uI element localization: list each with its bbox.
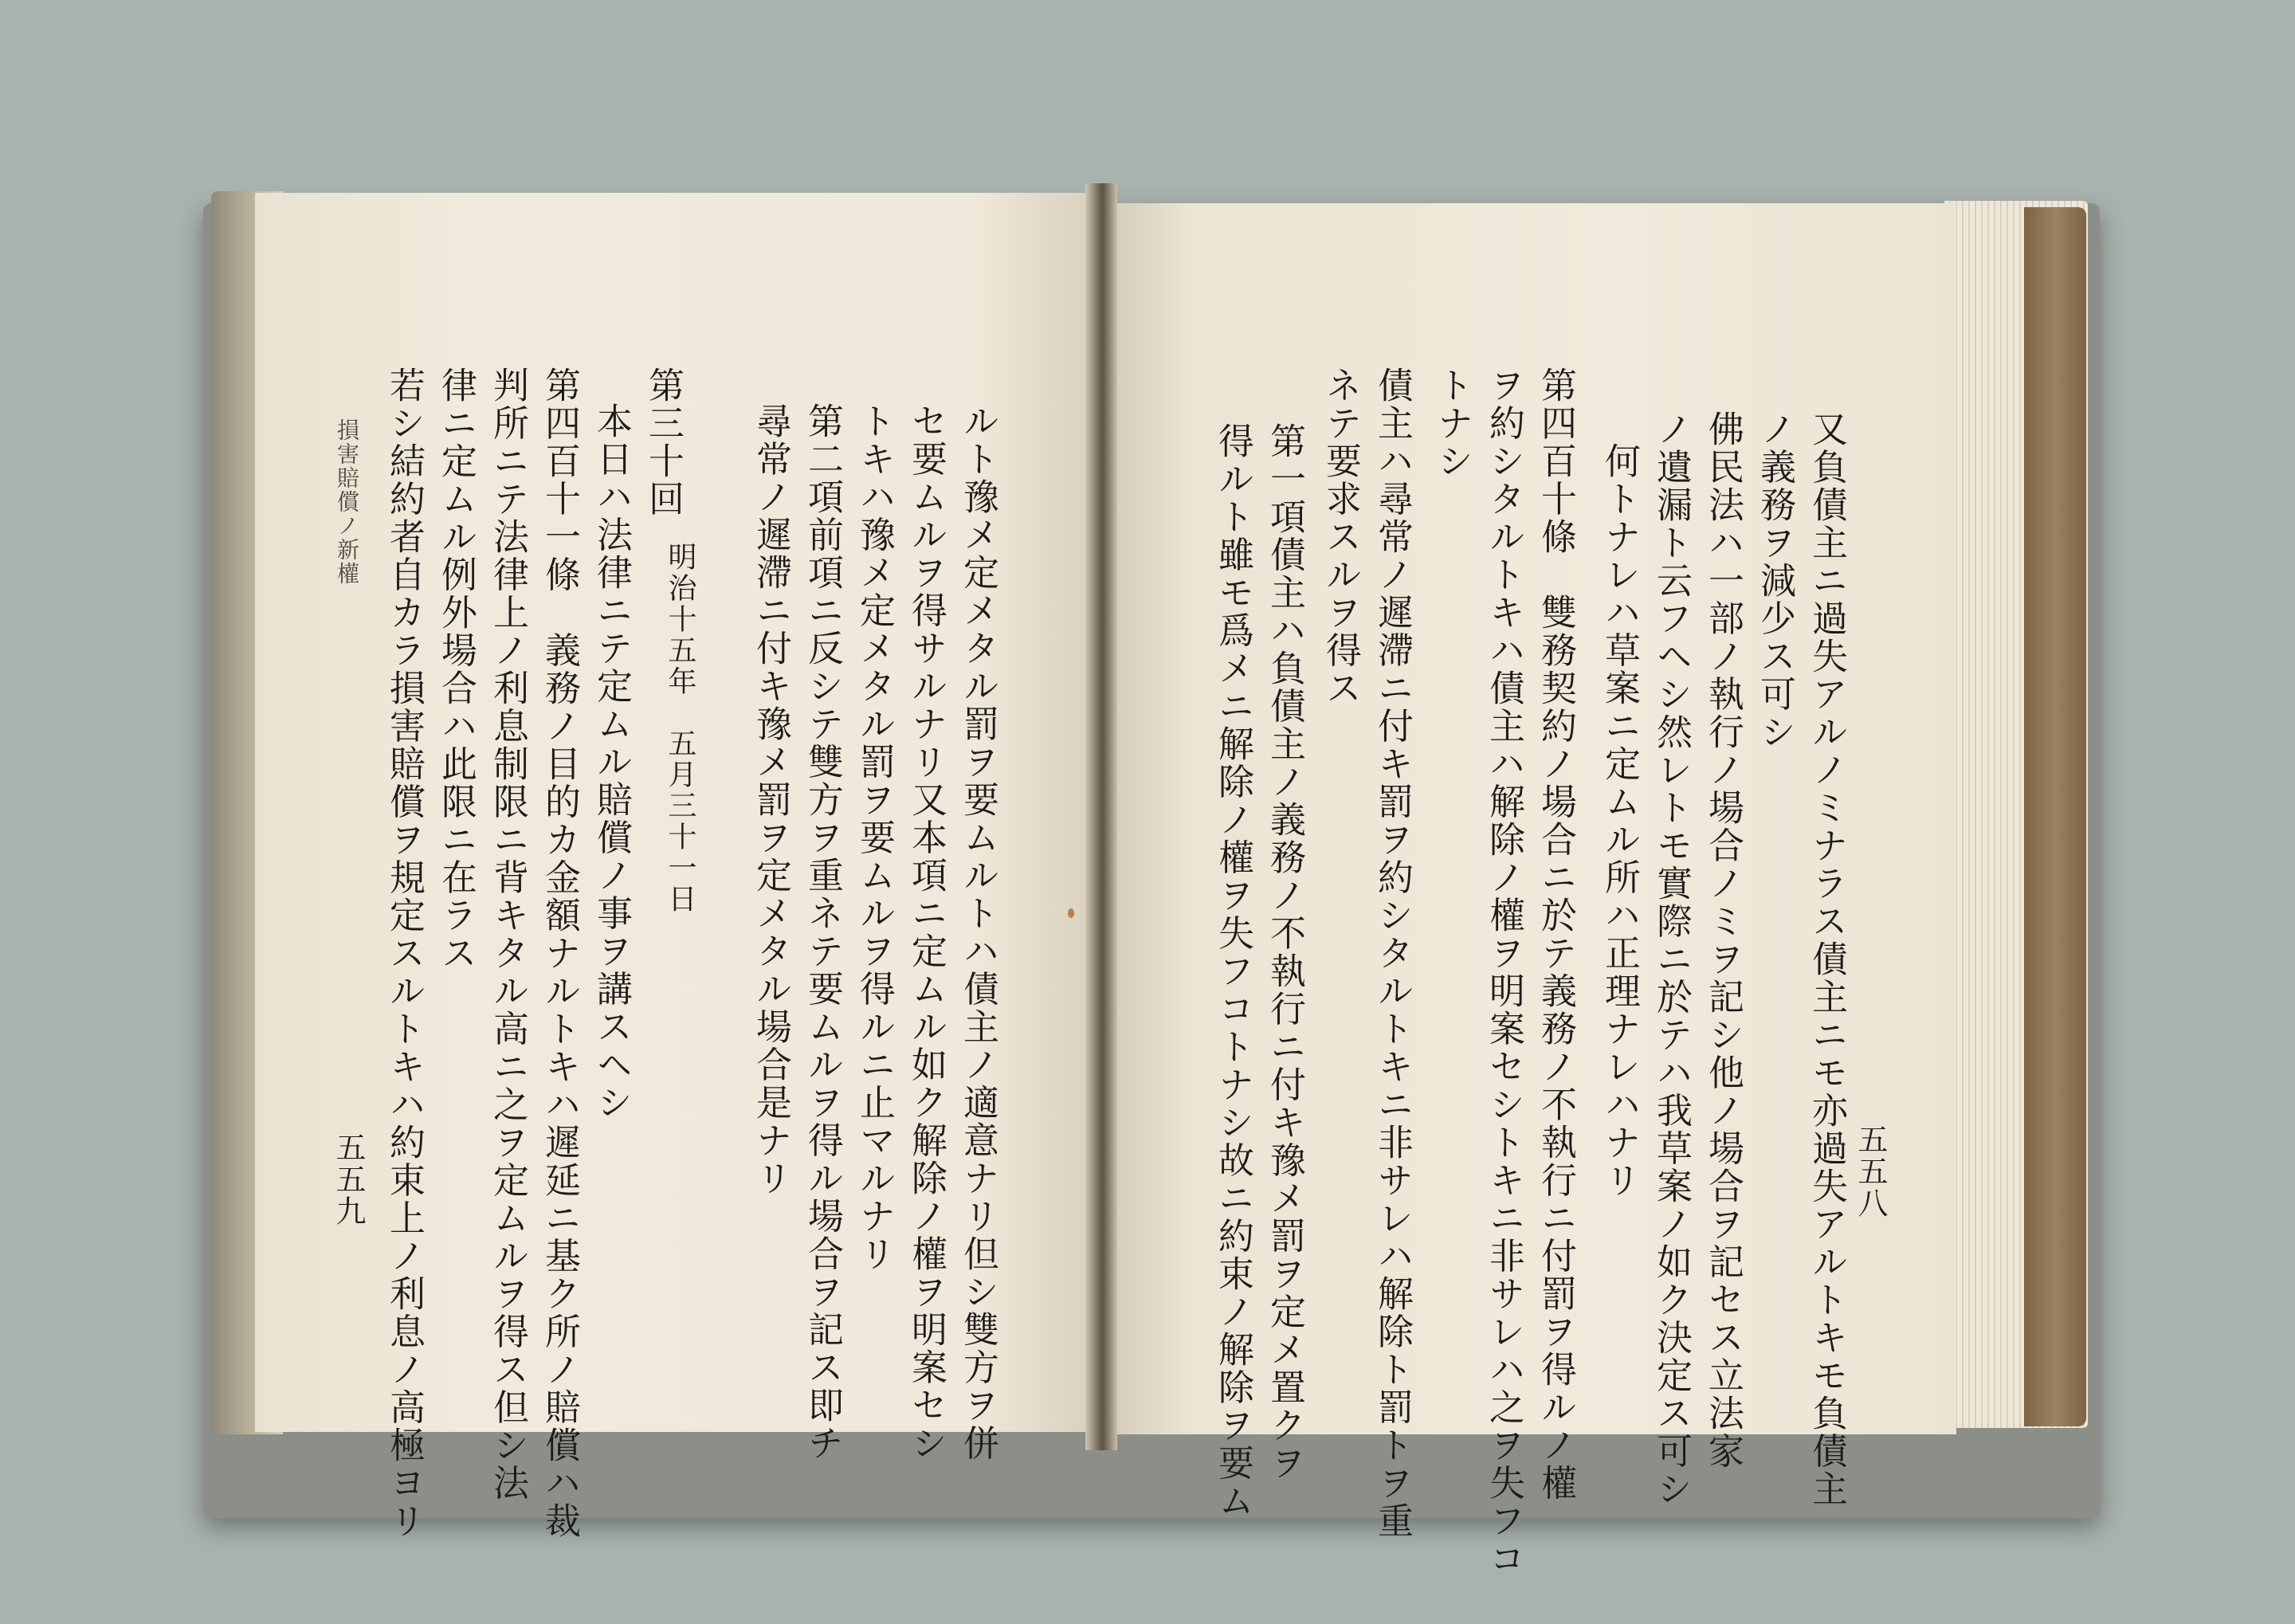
- left-line-8: 本日ハ法律ニテ定ムル賠償ノ事ヲ講スヘシ: [590, 402, 633, 1122]
- lecture-date: 明治十五年 五月三十一日: [664, 542, 696, 915]
- right-line-3: 佛民法ハ一部ノ執行ノ場合ノミヲ記シ他ノ場合ヲ記セス立法家: [1702, 410, 1744, 1470]
- ink-stain: [1068, 908, 1074, 918]
- right-line-6: 第四百十條 雙務契約ノ場合ニ於テ義務ノ不執行ニ付罰ヲ得ルノ權: [1535, 367, 1577, 1502]
- left-line-11: 律ニ定ムル例外場合ハ此限ニ在ラス: [435, 367, 477, 972]
- right-page-number: 五五八: [1853, 1124, 1888, 1219]
- right-line-7: ヲ約シタルトキハ債主ハ解除ノ權ヲ明案セシトキニ非サレハ之ヲ失フコ: [1483, 367, 1525, 1578]
- right-line-4: ノ遺漏ト云フヘシ然レトモ實際ニ於テハ我草案ノ如ク決定ス可シ: [1650, 410, 1693, 1508]
- left-line-4: 第二項前項ニ反シテ雙方ヲ重ネテ要ムルヲ得ル場合ヲ記ス即チ: [802, 402, 844, 1462]
- right-line-11: 第一項債主ハ負債主ノ義務ノ不執行ニ付キ豫メ罰ヲ定メ置クヲ: [1264, 422, 1306, 1482]
- book-cover-right: [2024, 207, 2086, 1426]
- right-line-8: トナシ: [1431, 367, 1473, 481]
- right-line-5: 何トナレハ草案ニ定ムル所ハ正理ナレハナリ: [1599, 442, 1641, 1199]
- right-line-9: 債主ハ尋常ノ遲滯ニ付キ罰ヲ約シタルトキニ非サレハ解除ト罰トヲ重: [1371, 367, 1414, 1540]
- left-line-12: 若シ結約者自カラ損害賠償ヲ規定スルトキハ約束上ノ利息ノ高極ヨリ: [383, 367, 426, 1540]
- left-page-number: 五五九: [331, 1132, 366, 1227]
- right-line-10: ネテ要求スルヲ得ス: [1320, 367, 1362, 708]
- left-line-9: 第四百十一條 義務ノ目的カ金額ナルトキハ遲延ニ基ク所ノ賠償ハ裁: [539, 367, 581, 1540]
- left-line-1: ルト豫メ定メタル罰ヲ要ムルトハ債主ノ適意ナリ但シ雙方ヲ併: [957, 402, 999, 1462]
- right-line-12: 得ルト雖モ爲メニ解除ノ權ヲ失フコトナシ故ニ約束ノ解除ヲ要ム: [1212, 422, 1254, 1520]
- chapter-heading: 第三十回: [642, 367, 685, 518]
- book-gutter: [1085, 183, 1117, 1450]
- running-head: 損害賠償ノ新權: [334, 418, 360, 586]
- left-line-3: トキハ豫メ定メタル罰ヲ要ムルヲ得ルニ止マルナリ: [853, 402, 896, 1273]
- left-line-2: セ要ムルヲ得サルナリ又本項ニ定ムル如ク解除ノ權ヲ明案セシ: [905, 402, 947, 1462]
- right-line-2: ノ義務ヲ減少ス可シ: [1754, 410, 1796, 751]
- left-line-5: 尋常ノ遲滯ニ付キ豫メ罰ヲ定メタル場合是ナリ: [750, 402, 792, 1198]
- right-line-1: 又負債主ニ過失アルノミナラス債主ニモ亦過失アルトキモ負債主: [1806, 410, 1848, 1508]
- left-line-10: 判所ニテ法律上ノ利息制限ニ背キタル高ニ之ヲ定ムルヲ得ス但シ法: [487, 367, 529, 1502]
